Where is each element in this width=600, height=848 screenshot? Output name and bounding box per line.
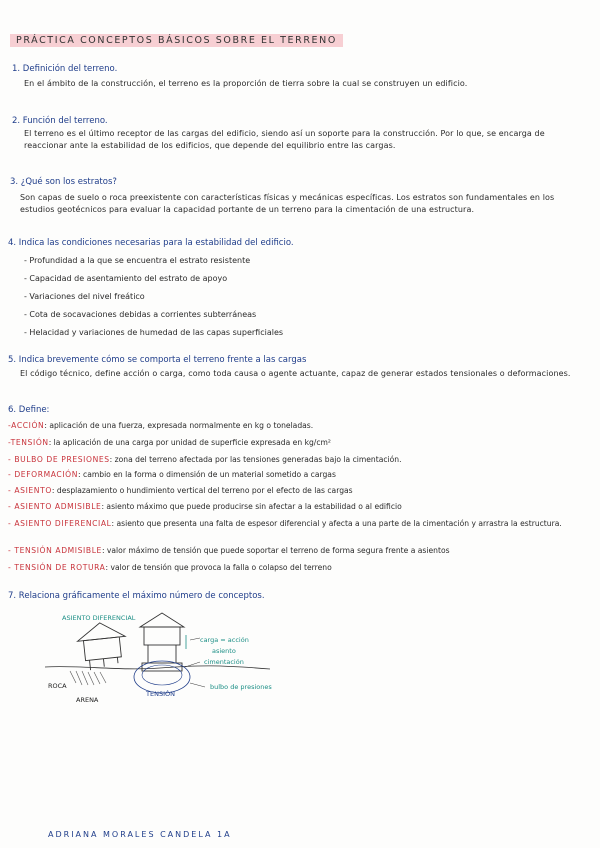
label-asiento: asiento xyxy=(212,647,236,655)
label-carga: carga = acción xyxy=(200,636,249,644)
section-2-body: El terreno es el último receptor de las cargas del edificio, siendo así un soporte para la construcción. Por lo que, se encarga de reaccionar ante la estabilidad de los edificios, que depende del equilibrio entre las cargas. xyxy=(24,129,545,150)
definition-term: - ASIENTO ADMISIBLE xyxy=(8,502,102,511)
label-cimentacion: cimentación xyxy=(204,658,244,666)
definition-text: : valor máximo de tensión que puede soportar el terreno de forma segura frente a asientos xyxy=(101,546,450,555)
definition-text: : valor de tensión que provoca la falla o colapso del terreno xyxy=(105,563,332,572)
label-roca: ROCA xyxy=(48,682,67,690)
section-1-body: En el ámbito de la construcción, el terreno es la proporción de tierra sobre la cual se construyen un edificio. xyxy=(24,79,468,88)
definition-tension xyxy=(8,437,568,448)
definition-accion xyxy=(8,420,568,431)
stability-condition-4: - Cota de socavaciones debidas a corrientes subterráneas xyxy=(24,310,257,319)
definition-term: - TENSIÓN DE ROTURA xyxy=(8,563,106,572)
definition-text: : desplazamiento o hundimiento vertical del terreno por el efecto de las cargas xyxy=(51,486,353,495)
ground-line xyxy=(45,666,270,669)
section-6-heading: 6. Define: xyxy=(8,405,50,415)
stability-condition-2: - Capacidad de asentamiento del estrato de apoyo xyxy=(24,274,228,283)
section-5-body: El código técnico, define acción o carga, como toda causa o agente actuante, capaz de generar estados tensionales o deformaciones. xyxy=(20,369,571,378)
section-4-heading: 4. Indica las condiciones necesarias para la estabilidad del edificio. xyxy=(8,238,294,248)
definition-term: -ACCIÓN xyxy=(8,421,45,430)
definition-tension-admisible xyxy=(8,545,568,556)
definition-text: : la aplicación de una carga por unidad de superficie expresada en kg/cm² xyxy=(48,438,331,447)
definition-asiento-admisible xyxy=(8,501,568,512)
page-title: PRÁCTICA CONCEPTOS BÁSICOS SOBRE EL TERRENO xyxy=(10,34,343,47)
stability-condition-3: - Variaciones del nivel freático xyxy=(24,292,145,301)
stability-condition-1: - Profundidad a la que se encuentra el estrato resistente xyxy=(24,256,251,265)
definition-term: - ASIENTO xyxy=(8,486,52,495)
definition-term: - DEFORMACIÓN xyxy=(8,470,79,479)
left-house-icon xyxy=(76,620,129,671)
label-arena: ARENA xyxy=(76,696,99,704)
definition-term: - ASIENTO DIFERENCIAL xyxy=(8,519,112,528)
author-signature: ADRIANA MORALES CANDELA 1A xyxy=(48,830,232,839)
definition-term: - BULBO DE PRESIONES xyxy=(8,455,110,464)
label-bulbo: bulbo de presiones xyxy=(210,683,272,691)
definition-term: - TENSIÓN ADMISIBLE xyxy=(8,546,102,555)
section-5-heading: 5. Indica brevemente cómo se comporta el terreno frente a las cargas xyxy=(8,355,307,365)
right-house-icon xyxy=(140,613,184,671)
section-1-heading: 1. Definición del terreno. xyxy=(12,64,118,74)
rock-hatch xyxy=(70,671,106,685)
definition-text: : aplicación de una fuerza, expresada normalmente en kg o toneladas. xyxy=(44,421,314,430)
definition-text: : asiento que presenta una falta de espesor diferencial y afecta a una parte de la cimentación y arrastra la estructura. xyxy=(111,519,562,528)
definition-text: : asiento máximo que puede producirse sin afectar a la estabilidad o al edificio xyxy=(101,502,402,511)
label-tension: TENSIÓN xyxy=(146,690,175,698)
definition-text: : cambio en la forma o dimensión de un material sometido a cargas xyxy=(78,470,336,479)
section-3-body: Son capas de suelo o roca preexistente con características físicas y mecánicas específicas. Los estratos son fundamentales en los estudios geotécnicos para evaluar la capacidad portante de un terreno para la cimentación de una estructura. xyxy=(20,193,555,214)
definition-asiento-diferencial xyxy=(8,518,568,529)
label-asiento-diferencial: ASIENTO DIFERENCIAL xyxy=(62,614,136,622)
section-2-heading: 2. Función del terreno. xyxy=(12,116,108,126)
definition-text: : zona del terreno afectada por las tensiones generadas bajo la cimentación. xyxy=(109,455,402,464)
definition-term: -TENSIÓN xyxy=(8,438,49,447)
definition-bulbo xyxy=(8,454,568,465)
section-3-heading: 3. ¿Qué son los estratos? xyxy=(10,177,117,187)
section-7-heading: 7. Relaciona gráficamente el máximo número de conceptos. xyxy=(8,591,265,601)
definition-deformacion xyxy=(8,469,568,480)
definition-asiento xyxy=(8,485,568,496)
definition-tension-rotura xyxy=(8,562,568,573)
stability-condition-5: - Helacidad y variaciones de humedad de las capas superficiales xyxy=(24,328,284,337)
